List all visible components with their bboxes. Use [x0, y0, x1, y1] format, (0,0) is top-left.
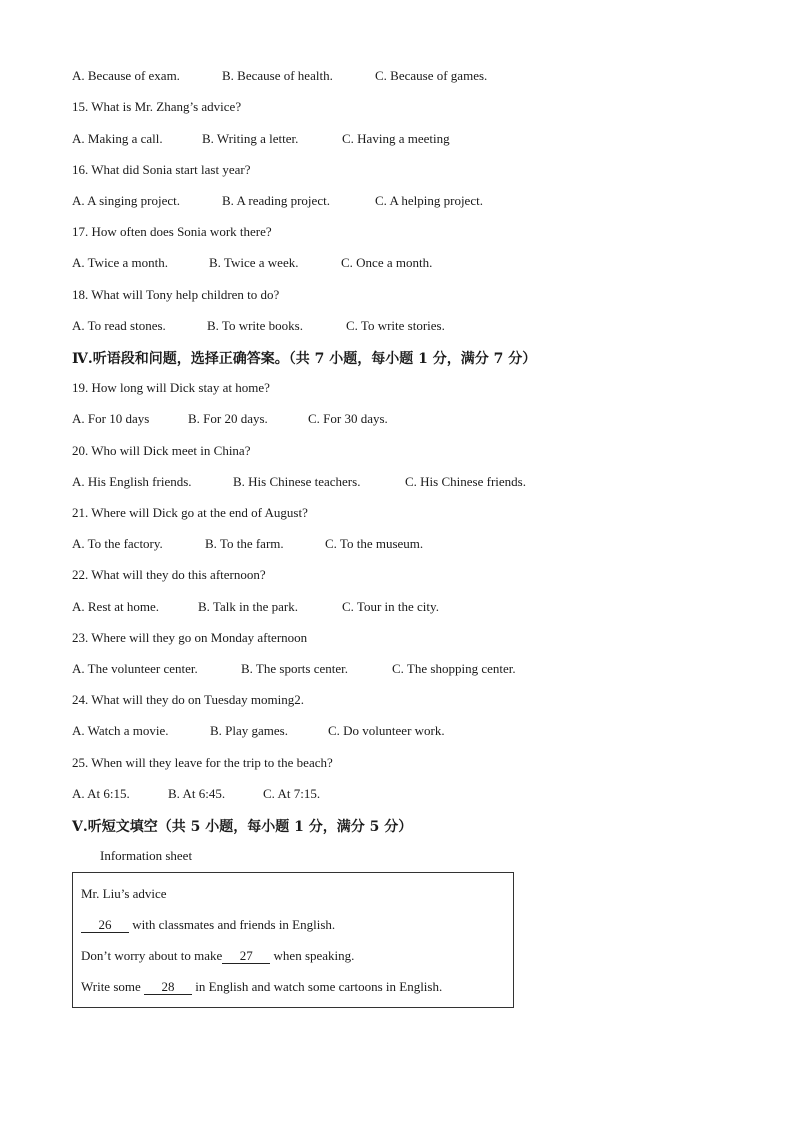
q15-option-b[interactable]: B. Writing a letter.: [202, 131, 299, 146]
q22-option-a[interactable]: A. Rest at home.: [72, 599, 160, 614]
q14-option-a[interactable]: A. Because of exam.: [72, 68, 180, 83]
q19-question: 19. How long will Dick stay at home?: [72, 380, 270, 395]
advice-row-2: [81, 948, 354, 964]
q21-option-b[interactable]: B. To the farm.: [205, 536, 284, 551]
advice-row-3-text-after: in English and watch some cartoons in English.: [192, 979, 443, 994]
information-sheet-box: [72, 872, 514, 1008]
q25-question: 25. When will they leave for the trip to the beach?: [72, 755, 333, 770]
q22-option-b[interactable]: B. Talk in the park.: [198, 599, 298, 614]
q16-option-a[interactable]: A. A singing project.: [72, 193, 180, 208]
information-sheet-title: Information sheet: [100, 848, 193, 863]
q18-option-a[interactable]: A. To read stones.: [72, 318, 166, 333]
q14-option-b[interactable]: B. Because of health.: [222, 68, 333, 83]
blank-26[interactable]: 26: [81, 918, 129, 933]
q25-option-b[interactable]: B. At 6:45.: [168, 786, 226, 801]
q17-option-b[interactable]: B. Twice a week.: [209, 255, 299, 270]
q23-option-c[interactable]: C. The shopping center.: [392, 661, 516, 676]
advice-row-3: [81, 979, 442, 995]
advice-row-1: [81, 917, 335, 933]
advice-heading: Mr. Liu’s advice: [81, 886, 167, 901]
q24-option-c[interactable]: C. Do volunteer work.: [328, 723, 445, 738]
q22-question: 22. What will they do this afternoon?: [72, 567, 266, 582]
q16-option-c[interactable]: C. A helping project.: [375, 193, 483, 208]
section-5-heading: Ⅴ.听短文填空（共 5 小题，每小题 1 分，满分 5 分）: [72, 819, 413, 835]
q22-option-c[interactable]: C. Tour in the city.: [342, 599, 439, 614]
q24-option-b[interactable]: B. Play games.: [210, 723, 288, 738]
q16-option-b[interactable]: B. A reading project.: [222, 193, 330, 208]
advice-row-1-text: with classmates and friends in English.: [129, 917, 336, 932]
advice-row-2-text-before: Don’t worry about to make: [81, 948, 223, 963]
q20-option-a[interactable]: A. His English friends.: [72, 474, 192, 489]
q17-option-a[interactable]: A. Twice a month.: [72, 255, 168, 270]
q19-option-c[interactable]: C. For 30 days.: [308, 411, 388, 426]
q23-option-a[interactable]: A. The volunteer center.: [72, 661, 198, 676]
section-4-heading: Ⅳ.听语段和问题，选择正确答案。（共 7 小题，每小题 1 分，满分 7 分）: [72, 351, 537, 367]
q15-option-c[interactable]: C. Having a meeting: [342, 131, 450, 146]
q15-question: 15. What is Mr. Zhang’s advice?: [72, 99, 242, 114]
q19-option-b[interactable]: B. For 20 days.: [188, 411, 268, 426]
q24-question: 24. What will they do on Tuesday moming2.: [72, 692, 304, 707]
advice-row-3-text-before: Write some: [81, 979, 145, 994]
q20-option-c[interactable]: C. His Chinese friends.: [405, 474, 526, 489]
q20-option-b[interactable]: B. His Chinese teachers.: [233, 474, 361, 489]
blank-27[interactable]: 27: [222, 949, 270, 964]
q24-option-a[interactable]: A. Watch a movie.: [72, 723, 169, 738]
q17-option-c[interactable]: C. Once a month.: [341, 255, 433, 270]
blank-28[interactable]: 28: [144, 980, 192, 995]
q18-option-c[interactable]: C. To write stories.: [346, 318, 445, 333]
q21-question: 21. Where will Dick go at the end of August?: [72, 505, 308, 520]
q25-option-a[interactable]: A. At 6:15.: [72, 786, 130, 801]
q20-question: 20. Who will Dick meet in China?: [72, 443, 251, 458]
q17-question: 17. How often does Sonia work there?: [72, 224, 272, 239]
q18-option-b[interactable]: B. To write books.: [207, 318, 303, 333]
q15-option-a[interactable]: A. Making a call.: [72, 131, 163, 146]
q14-option-c[interactable]: C. Because of games.: [375, 68, 488, 83]
advice-row-2-text-after: when speaking.: [270, 948, 355, 963]
q23-question: 23. Where will they go on Monday afternoon: [72, 630, 308, 645]
q19-option-a[interactable]: A. For 10 days: [72, 411, 150, 426]
q18-question: 18. What will Tony help children to do?: [72, 287, 280, 302]
q16-question: 16. What did Sonia start last year?: [72, 162, 251, 177]
q21-option-a[interactable]: A. To the factory.: [72, 536, 163, 551]
q21-option-c[interactable]: C. To the museum.: [325, 536, 424, 551]
q23-option-b[interactable]: B. The sports center.: [241, 661, 348, 676]
q25-option-c[interactable]: C. At 7:15.: [263, 786, 321, 801]
